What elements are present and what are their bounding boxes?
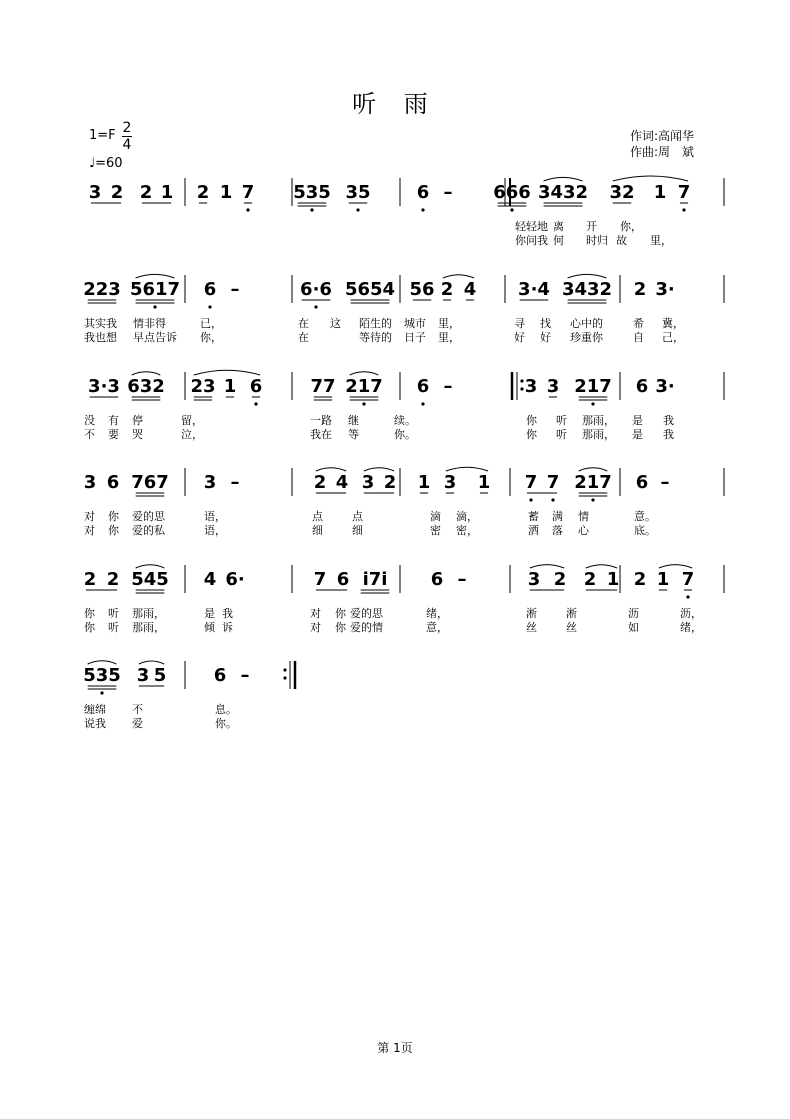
lyric-verse-2: 你 [526, 428, 537, 441]
note: 2 [110, 182, 124, 203]
lyric-verse-2: 等待的 [359, 331, 392, 344]
lyric-verse-2: 爱的私 [132, 524, 165, 537]
lyric-verse-2: 丝 [566, 621, 577, 634]
note: 3 [443, 472, 457, 493]
note: 2 [106, 569, 120, 590]
low-octave-dot [356, 208, 359, 211]
tie-slur [350, 372, 379, 375]
lyric-verse-2: 等 [348, 428, 359, 441]
note: 6 [416, 182, 430, 203]
note: 1 [653, 182, 667, 203]
low-octave-dot [529, 498, 532, 501]
note: – [230, 472, 240, 493]
note: – [230, 279, 240, 300]
tie-slur [136, 274, 175, 278]
note: 35 [345, 182, 371, 203]
tie-slur [568, 274, 607, 278]
low-octave-dot [591, 402, 594, 405]
low-octave-dot [254, 402, 257, 405]
lyric-verse-2: 好 [540, 331, 551, 344]
note: 7 [313, 569, 327, 590]
lyric-verse-2: 是 [632, 428, 643, 441]
lyric-verse-1: 是 [204, 607, 215, 620]
lyric-verse-2: 日子 [404, 331, 426, 344]
lyric-verse-2: 好 [514, 331, 525, 344]
lyric-verse-1: 这 [330, 317, 341, 330]
page-number: 第 1页 [377, 1041, 413, 1055]
note: 6 [213, 665, 227, 686]
tie-slur [659, 565, 692, 568]
lyric-verse-1: 爱的思 [350, 607, 383, 620]
composer: 作曲:周 斌 [630, 145, 695, 159]
note: 3 [546, 376, 560, 397]
note: 2 [383, 472, 397, 493]
lyric-verse-1: 留， [181, 414, 203, 427]
note: 3 [361, 472, 375, 493]
low-octave-dot [153, 305, 156, 308]
lyric-verse-2: 你问我 [515, 234, 548, 247]
repeat-dot [283, 668, 286, 671]
lyric-verse-1: 听 [108, 607, 119, 620]
note: 6 [106, 472, 120, 493]
note: 7 [241, 182, 255, 203]
note: 3 [524, 376, 538, 397]
lyric-verse-1: 续。 [394, 414, 416, 427]
note: 632 [127, 376, 165, 397]
lyric-verse-2: 心 [578, 524, 589, 537]
lyric-verse-2: 绪， [680, 621, 702, 634]
note: 5654 [344, 279, 396, 300]
note: 56 [409, 279, 435, 300]
note: 6 [336, 569, 350, 590]
note: 7 [546, 472, 560, 493]
note: 5 [153, 665, 167, 686]
lyric-verse-1: 蓄 [528, 510, 539, 523]
note: 6 [203, 279, 217, 300]
lyric-verse-2: 那雨， [132, 621, 165, 634]
lyric-verse-1: 一路 [310, 414, 332, 427]
note: 6·6 [300, 279, 332, 300]
note: – [443, 182, 453, 203]
tie-slur [132, 372, 161, 375]
lyric-verse-2: 不 [84, 428, 95, 441]
lyric-verse-2: 洒 [528, 524, 539, 537]
lyric-verse-2: 你， [200, 331, 222, 344]
lyric-verse-1: 对 [84, 510, 95, 523]
lyric-verse-2: 里， [438, 331, 460, 344]
lyric-verse-2: 细 [352, 524, 363, 537]
note: 535 [293, 182, 331, 203]
lyric-verse-1: 你 [108, 510, 119, 523]
lyric-verse-2: 我也想 [84, 331, 117, 344]
tie-slur [613, 176, 688, 181]
lyric-verse-1: 我 [222, 607, 233, 620]
lyric-verse-2: 丝 [526, 621, 537, 634]
lyric-verse-1: 轻轻地 [515, 220, 548, 233]
lyric-verse-2: 自 [633, 331, 644, 344]
lyric-verse-1: 继 [348, 414, 359, 427]
lyric-verse-2: 落 [552, 524, 563, 537]
note: – [457, 569, 467, 590]
note: 7 [677, 182, 691, 203]
note: 3 [527, 569, 541, 590]
lyric-verse-2: 你 [108, 524, 119, 537]
tie-slur [544, 177, 583, 181]
tie-slur [139, 661, 164, 664]
lyric-verse-2: 对 [310, 621, 321, 634]
lyric-verse-2: 那雨， [582, 428, 615, 441]
lyric-verse-1: 城市 [404, 317, 426, 330]
lyric-verse-1: 点 [352, 510, 363, 523]
lyric-verse-2: 语， [204, 524, 226, 537]
note: 3· [655, 279, 675, 300]
low-octave-dot [682, 208, 685, 211]
note: 3432 [561, 279, 613, 300]
lyric-verse-1: 你 [84, 607, 95, 620]
note: 666 [493, 182, 531, 203]
note: 6· [225, 569, 245, 590]
note: 217 [574, 376, 612, 397]
note: 1 [656, 569, 670, 590]
key-signature: 1=F [89, 128, 116, 143]
note: 2 [553, 569, 567, 590]
low-octave-dot [246, 208, 249, 211]
note: – [660, 472, 670, 493]
lyric-verse-2: 底。 [634, 524, 656, 537]
note: 4 [335, 472, 349, 493]
note: 3 [88, 182, 102, 203]
lyric-verse-1: 对 [310, 607, 321, 620]
lyric-verse-1: 你 [335, 607, 346, 620]
low-octave-dot [310, 208, 313, 211]
lyric-verse-1: 绪， [426, 607, 448, 620]
lyric-verse-1: 情非得 [133, 317, 166, 330]
note: 1 [417, 472, 431, 493]
lyric-verse-2: 对 [84, 524, 95, 537]
lyric-verse-1: 点 [312, 510, 323, 523]
note: 3 [136, 665, 150, 686]
note: 3 [203, 472, 217, 493]
low-octave-dot [208, 305, 211, 308]
lyric-verse-1: 语， [204, 510, 226, 523]
low-octave-dot [100, 691, 103, 694]
lyric-verse-2: 倾 [204, 621, 215, 634]
lyric-verse-1: 寻 [514, 317, 525, 330]
note: i7i [362, 569, 388, 590]
lyric-verse-1: 开 [586, 220, 597, 233]
lyric-verse-1: 你 [526, 414, 537, 427]
note: 1 [223, 376, 237, 397]
lyric-verse-1: 心中的 [570, 317, 603, 330]
repeat-dot [283, 676, 286, 679]
lyric-verse-2: 哭 [132, 428, 143, 441]
lyric-verse-2: 密， [456, 524, 478, 537]
lyric-verse-1: 找 [540, 317, 551, 330]
lyric-verse-1: 淅 [566, 607, 577, 620]
time-signature-bottom: 4 [122, 137, 132, 153]
lyric-verse-2: 要 [108, 428, 119, 441]
quarter-note-icon: ♩ [89, 156, 96, 171]
repeat-dot [520, 387, 523, 390]
lyric-verse-1: 是 [632, 414, 643, 427]
note: 32 [609, 182, 635, 203]
tie-slur [364, 468, 394, 471]
tie-slur [530, 565, 564, 568]
tie-slur [579, 468, 608, 471]
lyric-verse-1: 满 [552, 510, 563, 523]
note: 1 [477, 472, 491, 493]
lyric-verse-1: 我 [663, 414, 674, 427]
note: 2 [583, 569, 597, 590]
note: 3432 [537, 182, 589, 203]
note: 3 [83, 472, 97, 493]
lyric-verse-2: 意， [426, 621, 448, 634]
lyric-verse-1: 爱的思 [132, 510, 165, 523]
lyric-verse-2: 泣， [181, 428, 203, 441]
note: 2 [440, 279, 454, 300]
note: 6 [249, 376, 263, 397]
lyric-verse-1: 有 [108, 414, 119, 427]
lyric-verse-1: 缠绵 [84, 703, 106, 716]
note: 2 [196, 182, 210, 203]
lyric-verse-1: 听 [556, 414, 567, 427]
time-signature-top: 2 [122, 120, 132, 136]
lyric-verse-2: 诉 [222, 621, 233, 634]
lyric-verse-2: 听 [108, 621, 119, 634]
lyric-verse-1: 其实我 [84, 317, 117, 330]
tie-slur [136, 565, 165, 568]
note: 3· [655, 376, 675, 397]
lyric-verse-2: 你。 [215, 717, 237, 730]
tie-slur [316, 468, 346, 471]
lyric-verse-2: 你 [335, 621, 346, 634]
note: 77 [310, 376, 336, 397]
lyric-verse-2: 里， [650, 234, 672, 247]
note: 2 [633, 279, 647, 300]
lyric-verse-1: 息。 [215, 703, 237, 716]
note: 3·4 [518, 279, 550, 300]
lyric-verse-1: 希 [633, 317, 644, 330]
lyric-verse-2: 爱 [132, 717, 143, 730]
lyric-verse-2: 我在 [310, 428, 332, 441]
lyric-verse-2: 你。 [394, 428, 416, 441]
note: 217 [574, 472, 612, 493]
note: – [240, 665, 250, 686]
note: 6 [416, 376, 430, 397]
note: 6 [635, 376, 649, 397]
low-octave-dot [591, 498, 594, 501]
repeat-dot [520, 379, 523, 382]
lyric-verse-1: 那雨， [582, 414, 615, 427]
lyric-verse-1: 没 [84, 414, 95, 427]
lyric-verse-1: 停 [132, 414, 143, 427]
lyric-verse-2: 说我 [84, 717, 106, 730]
low-octave-dot [551, 498, 554, 501]
lyric-verse-2: 己， [662, 331, 684, 344]
lyric-verse-1: 淅 [526, 607, 537, 620]
note: 2 [83, 569, 97, 590]
lyric-verse-1: 离 [553, 220, 564, 233]
lyric-verse-2: 故 [616, 234, 627, 247]
lyric-verse-1: 里， [438, 317, 460, 330]
lyric-verse-2: 在 [298, 331, 309, 344]
note: 3·3 [88, 376, 120, 397]
tie-slur [194, 370, 260, 375]
lyric-verse-1: 已， [200, 317, 222, 330]
note: 6 [430, 569, 444, 590]
note: 1 [160, 182, 174, 203]
lyric-verse-2: 你 [84, 621, 95, 634]
note: 2 [633, 569, 647, 590]
note: 1 [606, 569, 620, 590]
note: 5617 [129, 279, 181, 300]
note: 23 [190, 376, 216, 397]
tempo-value: =60 [95, 156, 123, 171]
tie-slur [443, 275, 474, 278]
lyric-verse-1: 意。 [634, 510, 656, 523]
lyric-verse-2: 早点告诉 [133, 331, 177, 344]
low-octave-dot [421, 402, 424, 405]
lyric-verse-2: 如 [628, 621, 639, 634]
note: 545 [131, 569, 169, 590]
note: 767 [131, 472, 169, 493]
lyric-verse-2: 珍重你 [570, 331, 603, 344]
low-octave-dot [510, 208, 513, 211]
note: 2 [139, 182, 153, 203]
lyric-verse-1: 滴， [456, 510, 478, 523]
lyric-verse-2: 何 [553, 234, 564, 247]
lyric-verse-1: 情 [578, 510, 589, 523]
lyric-verse-1: 冀， [662, 317, 684, 330]
note: 535 [83, 665, 121, 686]
lyric-verse-2: 我 [663, 428, 674, 441]
low-octave-dot [362, 402, 365, 405]
lyric-verse-1: 滴 [430, 510, 441, 523]
note: 223 [83, 279, 121, 300]
lyric-verse-1: 你， [620, 220, 642, 233]
note: 7 [524, 472, 538, 493]
note: 1 [219, 182, 233, 203]
tie-slur [88, 661, 117, 664]
lyric-verse-2: 听 [556, 428, 567, 441]
low-octave-dot [421, 208, 424, 211]
lyric-verse-1: 在 [298, 317, 309, 330]
lyric-verse-1: 沥 [628, 607, 639, 620]
low-octave-dot [686, 595, 689, 598]
note: 4 [203, 569, 217, 590]
note: – [443, 376, 453, 397]
lyric-verse-2: 密 [430, 524, 441, 537]
lyric-verse-1: 陌生的 [359, 317, 392, 330]
note: 4 [463, 279, 477, 300]
note: 6 [635, 472, 649, 493]
note: 217 [345, 376, 383, 397]
lyric-verse-1: 不 [132, 703, 143, 716]
note: 2 [313, 472, 327, 493]
lyric-verse-2: 爱的情 [350, 621, 383, 634]
tie-slur [586, 565, 617, 568]
note: 7 [681, 569, 695, 590]
lyric-verse-2: 细 [312, 524, 323, 537]
low-octave-dot [314, 305, 317, 308]
lyric-verse-2: 时归 [586, 234, 608, 247]
lyric-verse-1: 沥， [680, 607, 702, 620]
lyricist: 作词:高闻华 [630, 129, 695, 143]
tie-slur [446, 467, 488, 471]
page-title: 听 雨 [352, 90, 438, 118]
lyric-verse-1: 那雨， [132, 607, 165, 620]
